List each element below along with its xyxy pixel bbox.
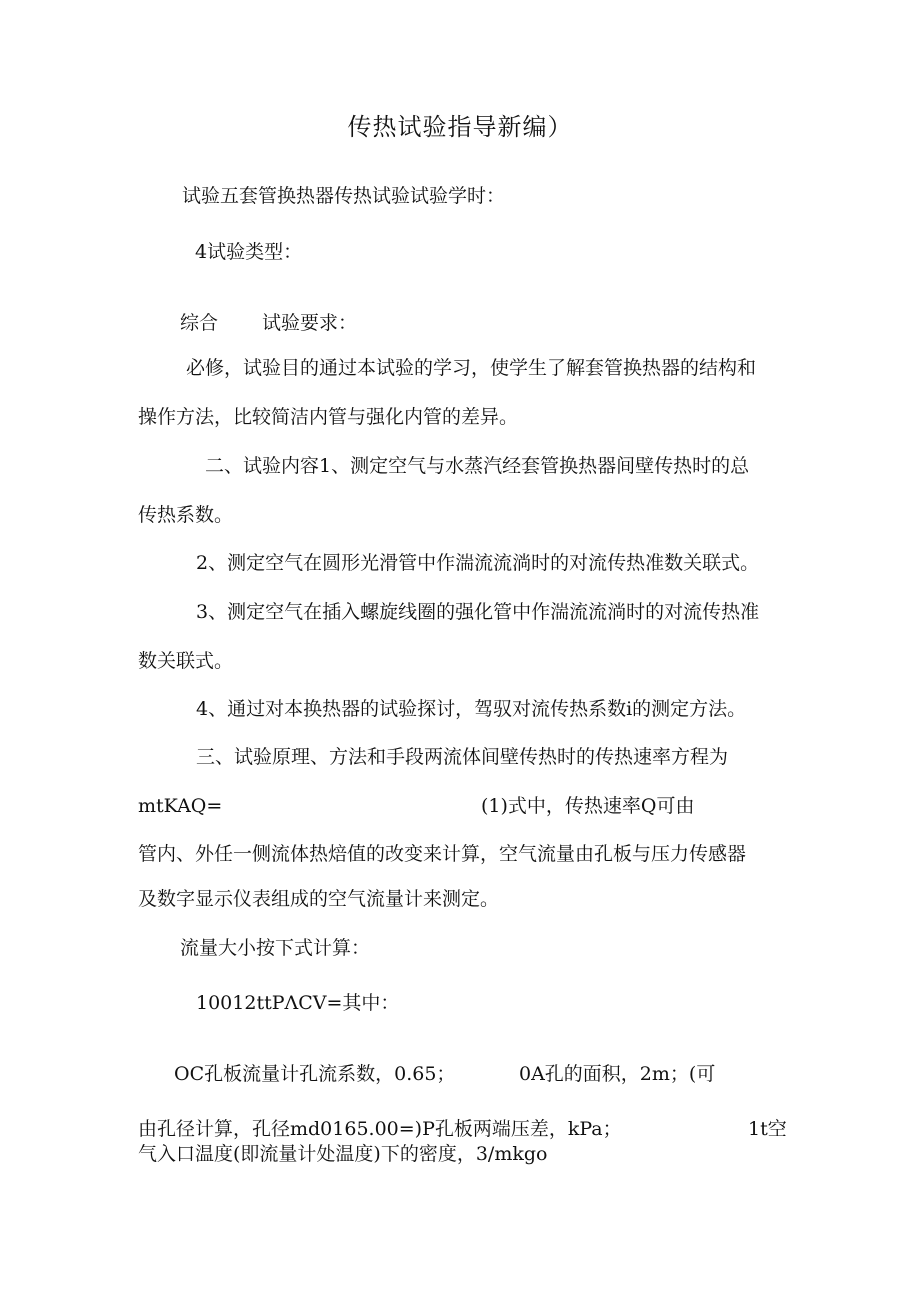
paragraph-line: 4、通过对本换热器的试验探讨，驾驭对流传热系数i的测定方法。	[196, 698, 747, 720]
paragraph-line: 2、测定空气在圆形光滑管中作湍流流淌时的对流传热准数关联式。	[196, 552, 760, 574]
page-title: 传热试验指导新编）	[347, 113, 573, 141]
paragraph-line: OC孔板流量计孔流系数，0.65；	[174, 1063, 456, 1085]
paragraph-line: 试验要求：	[262, 312, 358, 334]
paragraph-line: 数关联式。	[138, 650, 234, 672]
paragraph-line: 4试验类型：	[195, 241, 303, 263]
paragraph-line: 由孔径计算，孔径md0165.00=)P孔板两端压差，kPa；	[138, 1118, 622, 1140]
paragraph-line: 1t空	[748, 1118, 787, 1140]
formula-line: 10012ttPΛCV=其中：	[196, 992, 400, 1014]
paragraph-line: 试验五套管换热器传热试验试验学时：	[182, 185, 506, 207]
paragraph-line: 流量大小按下式计算：	[180, 937, 371, 959]
paragraph-line: 二、试验内容1、测定空气与水蒸汽经套管换热器间壁传热时的总	[205, 455, 750, 477]
paragraph-line: 0A孔的面积，2m；(可	[519, 1063, 716, 1085]
paragraph-line: 管内、外任一侧流体热焙值的改变来计算，空气流量由孔板与压力传感器	[138, 843, 747, 865]
paragraph-line: 3、测定空气在插入螺旋线圈的强化管中作湍流流淌时的对流传热准	[196, 601, 760, 623]
paragraph-line: (1)式中，传热速率Q可由	[481, 795, 695, 817]
formula-label: mtKAQ=	[138, 795, 223, 817]
paragraph-line: 综合	[180, 312, 219, 334]
paragraph-line: 三、试验原理、方法和手段两流体间壁传热时的传热速率方程为	[196, 746, 729, 768]
paragraph-line: 传热系数。	[138, 504, 234, 526]
paragraph-line: 气入口温度(即流量计处温度)下的密度，3/mkgo	[138, 1143, 548, 1165]
paragraph-line: 及数字显示仪表组成的空气流量计来测定。	[138, 888, 500, 910]
paragraph-line: 操作方法，比较简洁内管与强化内管的差异。	[138, 406, 519, 428]
paragraph-line: 必修，试验目的通过本试验的学习，使学生了解套管换热器的结构和	[186, 357, 757, 379]
